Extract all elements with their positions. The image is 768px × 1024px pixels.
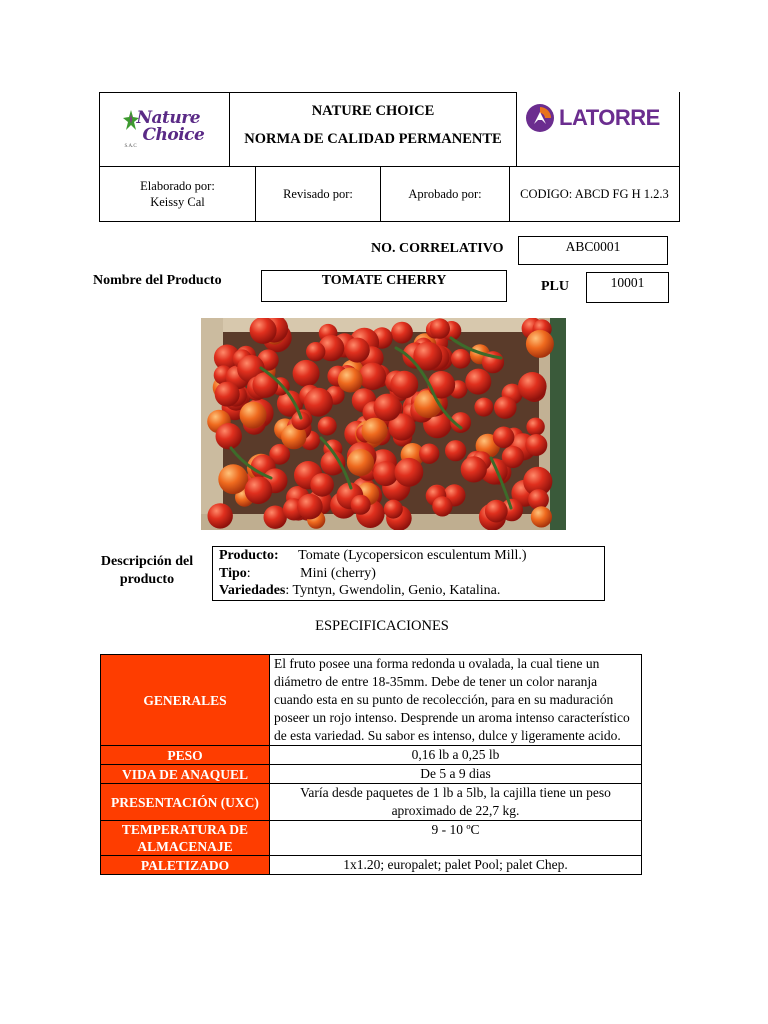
correlativo-label: NO. CORRELATIVO — [371, 241, 504, 256]
producto-key: Producto: — [219, 548, 279, 563]
tomato-shape — [218, 464, 248, 494]
spec-label-peso: PESO — [101, 746, 270, 765]
revisado-label: Revisado por: — [283, 186, 353, 201]
tomato-shape — [428, 371, 456, 399]
product-photo — [201, 318, 566, 530]
title-cell — [229, 92, 517, 167]
tomato-shape — [390, 371, 418, 399]
codigo-cell — [509, 166, 680, 222]
correlativo-value-text: ABC0001 — [565, 239, 621, 254]
producto-val: Tomate (Lycopersicon esculentum Mill.) — [298, 548, 527, 563]
table-row — [101, 746, 642, 765]
description-box — [212, 546, 605, 601]
tomato-shape — [461, 456, 487, 482]
tomato-shape — [474, 398, 493, 417]
tomato-shape — [347, 449, 374, 476]
latorre-wordmark: LATORRE — [559, 105, 660, 130]
tomato-shape — [215, 382, 240, 407]
cherry-tomato-photo — [201, 318, 566, 530]
tomato-shape — [293, 360, 320, 387]
specs-title: ESPECIFICACIONES — [315, 618, 449, 634]
tomato-shape — [338, 368, 363, 393]
tomato-shape — [451, 349, 471, 369]
tomato-shape — [306, 342, 325, 361]
spec-label-presentacion: PRESENTACIÓN (UXC) — [101, 784, 270, 821]
aprobado-cell — [380, 166, 510, 222]
spec-value-paletizado: 1x1.20; europalet; palet Pool; palet Chep. — [270, 856, 642, 875]
elaborado-cell — [99, 166, 256, 222]
nature-choice-logo — [123, 108, 207, 152]
spec-label-paletizado: PALETIZADO — [101, 856, 270, 875]
specs-table — [100, 654, 642, 875]
tomato-shape — [494, 396, 517, 419]
nature-choice-logo-cell — [99, 92, 230, 167]
tipo-val: Mini (cherry) — [300, 565, 376, 581]
tomato-shape — [465, 369, 491, 395]
tomato-shape — [432, 496, 452, 516]
tomato-shape — [359, 363, 386, 390]
tomato-shape — [526, 330, 554, 358]
tomato-shape — [384, 500, 403, 519]
variedades-val: : Tyntyn, Gwendolin, Genio, Katalina. — [285, 583, 501, 598]
tomato-shape — [374, 394, 402, 422]
description-label-line2: producto — [119, 572, 175, 587]
spec-value-presentacion: Varía desde paquetes de 1 lb a 5lb, la cajilla tiene un peso aproximado de 22,7 kg. — [270, 784, 642, 821]
elaborado-name: Keissy Cal — [150, 195, 205, 209]
description-tipo-row — [219, 565, 598, 583]
tomato-shape — [419, 444, 439, 464]
tomato-shape — [391, 322, 413, 344]
correlativo-value — [518, 236, 668, 265]
plu-box — [586, 272, 669, 303]
tipo-key: Tipo — [219, 565, 247, 581]
doc-title: NATURE CHOICE — [311, 103, 435, 119]
tomato-shape — [318, 417, 337, 436]
tomato-shape — [493, 427, 515, 449]
tomato-shape — [310, 473, 334, 497]
logo-line-nature: Nature — [136, 107, 201, 128]
tomato-shape — [430, 318, 450, 338]
spec-value-generales: El fruto posee una forma redonda u ovalada, la cual tiene un diámetro de entre 18-35mm. Debe de tener un color naranja cuando esta en su punto de recolección, para en su maduración poseer un rojo intenso. Desprende un aroma intenso característico de esta variedad. Su sabor es intenso, dulce y ligeramente acido. — [270, 655, 642, 746]
codigo-label: CODIGO: ABCD FG H 1.2.3 — [520, 186, 669, 201]
product-name-box — [261, 270, 507, 302]
tomato-shape — [445, 440, 466, 461]
tomato-shape — [362, 418, 388, 444]
description-label — [93, 553, 201, 589]
tomato-shape — [373, 461, 398, 486]
tomato-shape — [526, 418, 544, 436]
spec-label-generales: GENERALES — [101, 655, 270, 746]
table-row — [101, 821, 642, 856]
logo-line-choice: Choice — [142, 124, 205, 145]
tomato-shape — [395, 458, 424, 487]
variedades-key: Variedades — [219, 583, 286, 598]
tomato-shape — [240, 402, 267, 429]
tomato-shape — [485, 500, 508, 523]
spec-value-peso: 0,16 lb a 0,25 lb — [270, 746, 642, 765]
description-variedades-row — [219, 582, 598, 600]
tomato-shape — [345, 338, 370, 363]
tomato-shape — [297, 494, 323, 520]
tomato-shape — [531, 506, 552, 527]
tipo-colon: : — [246, 565, 251, 581]
latorre-logo — [525, 101, 660, 135]
plu-value: 10001 — [610, 275, 645, 290]
spec-label-vida: VIDA DE ANAQUEL — [101, 765, 270, 784]
spec-label-temperatura: TEMPERATURA DE ALMACENAJE — [101, 821, 270, 856]
spec-value-vida: De 5 a 9 dias — [270, 765, 642, 784]
table-row — [101, 765, 642, 784]
tomato-shape — [525, 434, 547, 456]
aprobado-label: Aprobado por: — [408, 186, 482, 201]
header-table — [99, 92, 680, 222]
doc-subtitle: NORMA DE CALIDAD PERMANENTE — [244, 131, 502, 147]
table-row — [101, 655, 642, 746]
tomato-shape — [216, 423, 242, 449]
latorre-emblem-icon — [525, 103, 555, 133]
logo-small-text: S.A.C — [124, 143, 137, 149]
tomato-shape — [208, 503, 233, 528]
elaborado-label: Elaborado por: — [140, 179, 215, 193]
description-producto-row — [219, 547, 598, 565]
tomato-shape — [252, 372, 278, 398]
tomato-shape — [245, 477, 273, 505]
tomato-shape — [351, 495, 371, 515]
latorre-logo-cell — [516, 92, 680, 167]
table-row — [101, 784, 642, 821]
revisado-cell — [255, 166, 381, 222]
spec-value-temperatura: 9 - 10 ºC — [270, 821, 642, 856]
tomato-shape — [250, 318, 277, 344]
table-row — [101, 856, 642, 875]
product-name-label: Nombre del Producto — [93, 273, 222, 288]
plu-label: PLU — [541, 279, 569, 294]
tomato-shape — [518, 372, 547, 401]
description-label-line1: Descripción del — [100, 554, 194, 569]
product-name-value: TOMATE CHERRY — [321, 273, 447, 288]
